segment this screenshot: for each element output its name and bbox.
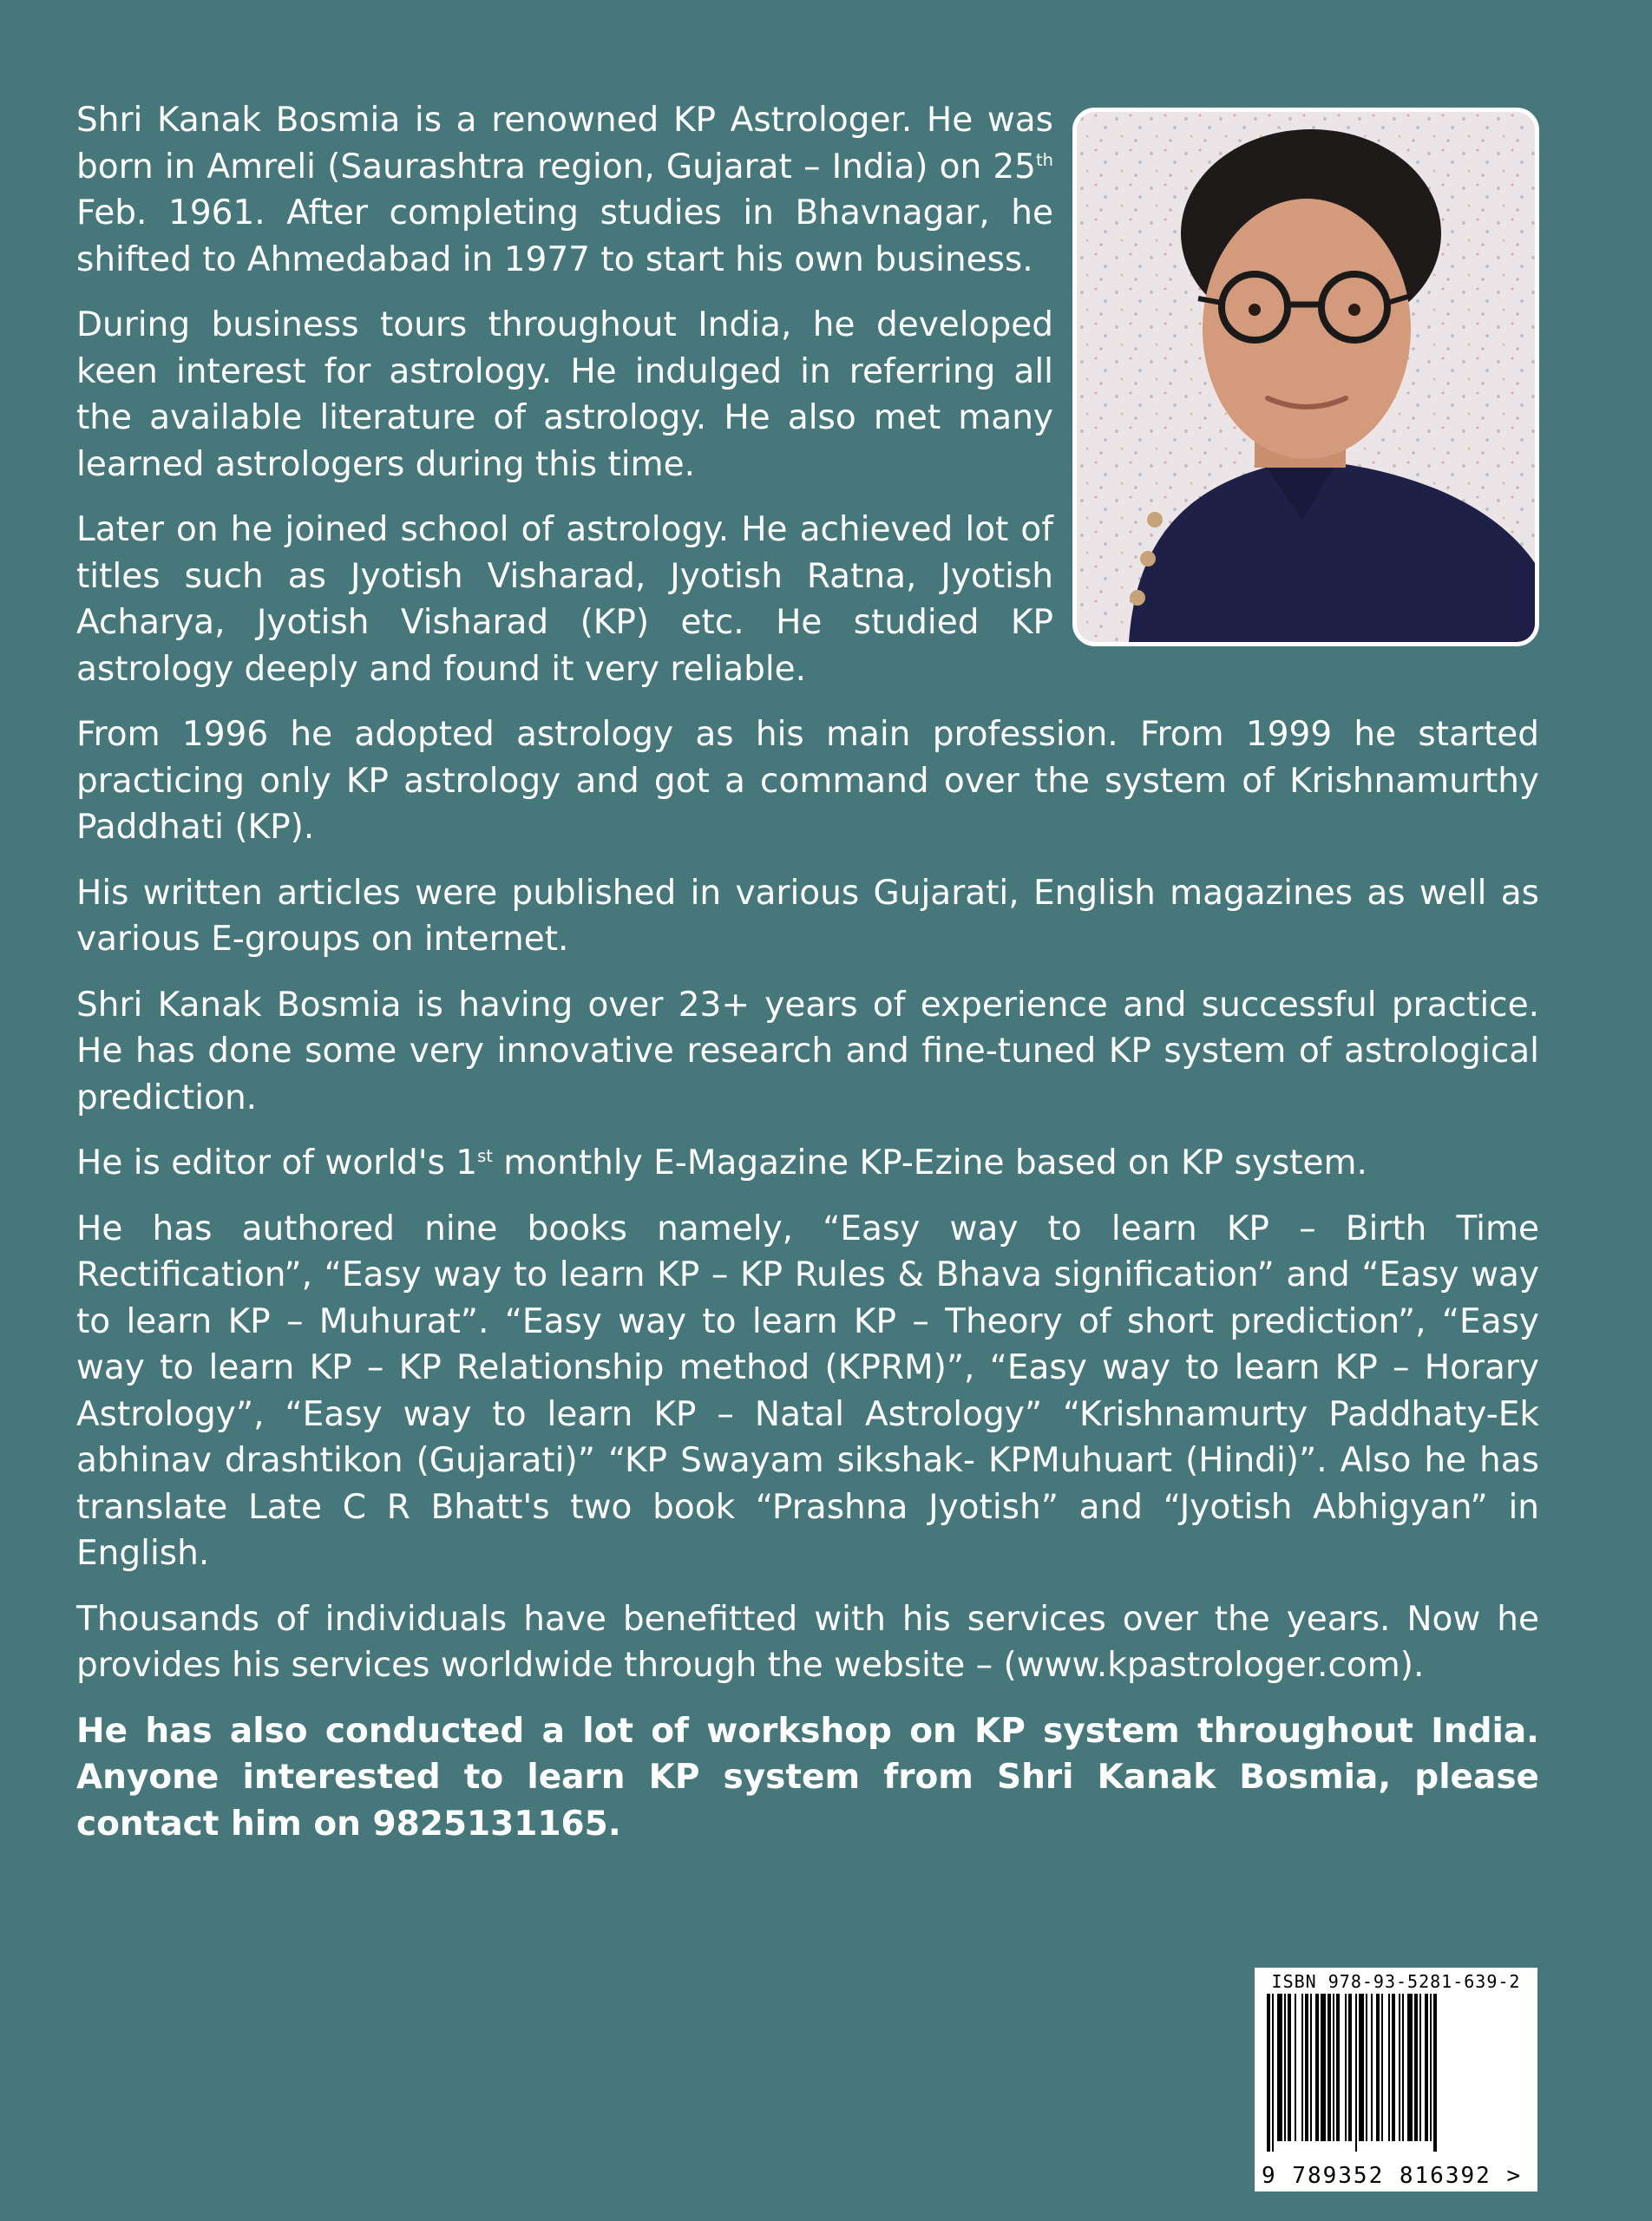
barcode-bar [1321, 1994, 1326, 2141]
barcode-bar [1315, 1994, 1319, 2141]
barcode-bars-icon [1263, 1994, 1524, 2152]
barcode-bar [1433, 1994, 1437, 2152]
barcode-bar [1419, 1994, 1421, 2141]
barcode-bar [1336, 1994, 1340, 2141]
barcode-bar [1328, 1994, 1331, 2141]
bio-paragraph-services: Thousands of individuals have benefitted with his services over the years. Now he provides his services worldwide through the website – (www.kpastrologer.com). [76, 1599, 1539, 1685]
barcode-bar [1267, 1994, 1270, 2152]
barcode-bar [1355, 1994, 1357, 2152]
barcode-bar [1277, 1994, 1282, 2141]
barcode-bar [1301, 1994, 1303, 2141]
barcode-bar [1366, 1994, 1367, 2141]
bio-paragraph-experience: Shri Kanak Bosmia is having over 23+ years of experience and successful practice. He has done some very innovative research and fine-tuned KP system of astrological prediction. [76, 985, 1539, 1117]
author-photo [1072, 108, 1539, 646]
isbn-number: 9 789352 816392 > [1262, 2163, 1523, 2189]
biography-text [76, 97, 1539, 1866]
barcode-bar [1381, 1994, 1383, 2141]
bio-paragraph-contact: He has also conducted a lot of workshop on KP system throughout India. Anyone interested to learn KP system from Shri Kanak Bosmia, please contact him on 9825131165. [76, 1711, 1539, 1844]
barcode-bar [1288, 1994, 1291, 2141]
barcode-bar [1295, 1994, 1296, 2141]
barcode-bar [1425, 1994, 1428, 2141]
bio-paragraph-editor: He is editor of world's 1st monthly E-Magazine KP-Ezine based on KP system. [76, 1143, 1367, 1183]
barcode-bar [1392, 1994, 1395, 2141]
bio-paragraph-profession: From 1996 he adopted astrology as his main profession. From 1999 he started practicing only KP astrology and got a command over the system of Krishnamurthy Paddhati (KP). [76, 715, 1539, 847]
barcode-bar [1284, 1994, 1286, 2141]
barcode-bar [1376, 1994, 1380, 2141]
bio-paragraph-interest: During business tours throughout India, he developed keen interest for astrology. He indulged in referring all the available literature of astrology. He also met many learned astrologers during this time. [76, 305, 1053, 484]
author-portrait-icon [1077, 112, 1535, 642]
barcode-bar [1272, 1994, 1274, 2152]
isbn-barcode [1255, 1968, 1537, 2192]
barcode-bar [1402, 1994, 1404, 2141]
bio-paragraph-titles: Later on he joined school of astrology. He achieved lot of titles such as Jyotish Visharad, Jyotish Ratna, Jyotish Acharya, Jyotish Visharad (KP) etc. He studied KP astrology deeply and found it very reliable. [76, 510, 1053, 689]
barcode-bar [1399, 1994, 1400, 2141]
isbn-label: ISBN 978-93-5281-639-2 [1271, 1971, 1521, 1992]
barcode-bar [1414, 1994, 1418, 2141]
barcode-bar [1371, 1994, 1373, 2141]
bio-paragraph-articles: His written articles were published in various Gujarati, English magazines as well as various E-groups on internet. [76, 873, 1539, 959]
barcode-bar [1388, 1994, 1390, 2141]
bio-paragraph-books: He has authored nine books namely, “Easy way to learn KP – Birth Time Rectification”, “Easy way to learn KP – KP Rules & Bhava signification” and “Easy way to learn KP – Muhurat”. “Easy way to learn KP – Theory of short prediction”, “Easy way to learn KP – KP Relationship method (KPRM)”, “Easy way to learn KP – Horary Astrology”, “Easy way to learn KP – Natal Astrology” “Krishnamurty Paddhaty-Ek abhinav drashtikon (Gujarati)” “KP Swayam sikshak- KPMuhuart (Hindi)”. Also he has translate Late C R Bhatt's two book “Prashna Jyotish” and “Jyotish Abhigyan” in English. [76, 1209, 1539, 1573]
barcode-bar [1359, 1994, 1364, 2141]
barcode-bar [1305, 1994, 1308, 2141]
barcode-bar [1430, 1994, 1432, 2141]
barcode-bar [1345, 1994, 1347, 2141]
bio-paragraph-birth: Shri Kanak Bosmia is a renowned KP Astrologer. He was born in Amreli (Saurashtra region, Gujarat – India) on 25th Feb. 1961. After completing studies in Bhavnagar, he shifted to Ahmedabad in 1977 to start his own business. [76, 101, 1053, 279]
barcode-bar [1407, 1994, 1413, 2141]
barcode-bar [1310, 1994, 1312, 2141]
barcode-bar [1348, 1994, 1352, 2141]
barcode-bar [1333, 1994, 1334, 2141]
